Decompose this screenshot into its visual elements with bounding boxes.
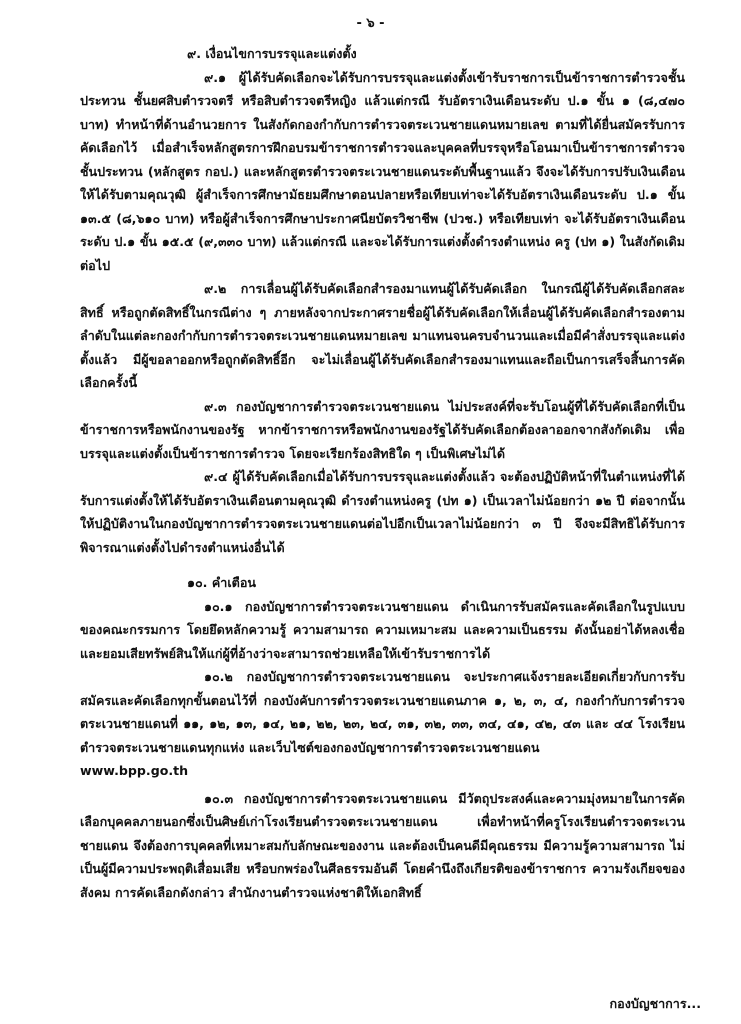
section-9-1-paragraph: ๙.๑ ผู้ได้รับคัดเลือกจะได้รับการบรรจุและแต่งตั้งเข้ารับราชการเป็นข้าราชการตำรวจชั้นประทวน ชั้นยศสิบตำรวจตรี หรือสิบตำรวจตรีหญิง แล้วแต่กรณี รับอัตราเงินเดือนระดับ ป.๑ ขั้น ๑ (๘,๔๗๐ บาท) ทำหน้าที่ด้านอำนวยการ ในสังกัดกองกำกับการตำรวจตระเวนชายแดนหมายเลข ตามที่ได้ยื่นสมัครรับการคัดเลือกไว้ เมื่อสำเร็จหลักสูตรการฝึกอบรมข้าราชการตำรวจและบุคคลที่บรรจุหรือโอนมาเป็นข้าราชการตำรวจชั้นประทวน (หลักสูตร กอป.) และหลักสูตรตำรวจตระเวนชายแดนระดับพื้นฐานแล้ว จึงจะได้รับการปรับเงินเดือนให้ได้รับตามคุณวุฒิ ผู้สำเร็จการศึกษามัธยมศึกษาตอนปลายหรือเทียบเท่าจะได้รับอัตราเงินเดือนระดับ ป.๑ ขั้น ๑๓.๕ (๘,๖๑๐ บาท) หรือผู้สำเร็จการศึกษาประกาศนียบัตรวิชาชีพ (ปวช.) หรือเทียบเท่า จะได้รับอัตราเงินเดือนระดับ ป.๑ ขั้น ๑๕.๕ (๙,๓๓๐ บาท) แล้วแต่กรณี และจะได้รับการแต่งตั้งดำรงตำแหน่ง ครู (ปท ๑) ในสังกัดเดิมต่อไป	[80, 69, 685, 273]
website-link[interactable]: www.bpp.go.th	[80, 763, 189, 778]
section-9-2-paragraph: ๙.๒ การเลื่อนผู้ได้รับคัดเลือกสำรองมาแทนผู้ได้รับคัดเลือก ในกรณีผู้ได้รับคัดเลือกสละสิทธิ์ หรือถูกตัดสิทธิ์ในกรณีต่าง ๆ ภายหลังจากประกาศรายชื่อผู้ได้รับคัดเลือกให้เลื่อนผู้ได้รับคัดเลือกสำรองตามลำดับในแต่ละกองกำกับการตำรวจตระเวนชายแดนหมายเลข มาแทนจนครบจำนวนและเมื่อมีคำสั่งบรรจุและแต่งตั้งแล้ว มีผู้ขอลาออกหรือถูกตัดสิทธิ์อีก จะไม่เลื่อนผู้ได้รับคัดเลือกสำรองมาแทนและถือเป็นการเสร็จสิ้นการคัดเลือกครั้งนี้	[80, 281, 685, 390]
section-10-1-paragraph: ๑๐.๑ กองบัญชาการตำรวจตระเวนชายแดน ดำเนินการรับสมัครและคัดเลือกในรูปแบบของคณะกรรมการ โดยยึดหลักความรู้ ความสามารถ ความเหมาะสม และความเป็นธรรม ดังนั้นอย่าได้หลงเชื่อและยอมเสียทรัพย์สินให้แก่ผู้ที่อ้างว่าจะสามารถช่วยเหลือให้เข้ารับราชการได้	[80, 598, 685, 661]
section-10-heading: ๑๐. คำเตือน	[187, 575, 257, 590]
section-10-3-paragraph: ๑๐.๓ กองบัญชาการตำรวจตระเวนชายแดน มีวัตถุประสงค์และความมุ่งหมายในการคัดเลือกบุคคลภายนอกซึ่งเป็นศิษย์เก่าโรงเรียนตำรวจตระเวนชายแดน เพื่อทำหน้าที่ครูโรงเรียนตำรวจตระเวนชายแดน จึงต้องการบุคคลที่เหมาะสมกับลักษณะของงาน และต้องเป็นคนดีมีคุณธรรม มีความรู้ความสามารถ ไม่เป็นผู้มีความประพฤติเสื่อมเสีย หรือบกพร่องในศีลธรรมอันดี โดยคำนึงถึงเกียรติของข้าราชการ ความรังเกียจของสังคม การคัดเลือกดังกล่าว สำนักงานตำรวจแห่งชาติให้เอกสิทธิ์	[80, 790, 685, 900]
section-10-2-paragraph: ๑๐.๒ กองบัญชาการตำรวจตระเวนชายแดน จะประกาศแจ้งรายละเอียดเกี่ยวกับการรับสมัครและคัดเลือกทุกขั้นตอนไว้ที่ กองบังคับการตำรวจตระเวนชายแดนภาค ๑, ๒, ๓, ๔, กองกำกับการตำรวจตระเวนชายแดนที่ ๑๑, ๑๒, ๑๓, ๑๔, ๒๑, ๒๒, ๒๓, ๒๔, ๓๑, ๓๒, ๓๓, ๓๔, ๔๑, ๔๒, ๔๓ และ ๔๔ โรงเรียนตำรวจตระเวนชายแดนทุกแห่ง และเว็บไซต์ของกองบัญชาการตำรวจตระเวนชายแดน	[80, 669, 685, 755]
page-number: - ๖ -	[356, 16, 385, 31]
section-9-3-paragraph: ๙.๓ กองบัญชาการตำรวจตระเวนชายแดน ไม่ประสงค์ที่จะรับโอนผู้ที่ได้รับคัดเลือกที่เป็นข้าราชการหรือพนักงานของรัฐ หากข้าราชการหรือพนักงานของรัฐได้รับคัดเลือกต้องลาออกจากสังกัดเดิม เพื่อบรรจุและแต่งตั้งเป็นข้าราชการตำรวจ โดยจะเรียกร้องสิทธิใด ๆ เป็นพิเศษไม่ได้	[80, 398, 685, 461]
section-9-heading: ๙. เงื่อนไขการบรรจุและแต่งตั้ง	[187, 46, 357, 61]
continuation-footer: กองบัญชาการ...	[609, 996, 701, 1011]
section-9-4-paragraph: ๙.๔ ผู้ได้รับคัดเลือกเมื่อได้รับการบรรจุและแต่งตั้งแล้ว จะต้องปฏิบัติหน้าที่ในตำแหน่งที่ได้รับการแต่งตั้งให้ได้รับอัตราเงินเดือนตามคุณวุฒิ ดำรงตำแหน่งครู (ปท ๑) เป็นเวลาไม่น้อยกว่า ๑๒ ปี ต่อจากนั้นให้ปฏิบัติงานในกองบัญชาการตำรวจตระเวนชายแดนต่อไปอีกเป็นเวลาไม่น้อยกว่า ๓ ปี จึงจะมีสิทธิได้รับการพิจารณาแต่งตั้งไปดำรงตำแหน่งอื่นได้	[80, 469, 685, 555]
document-body	[80, 42, 685, 904]
